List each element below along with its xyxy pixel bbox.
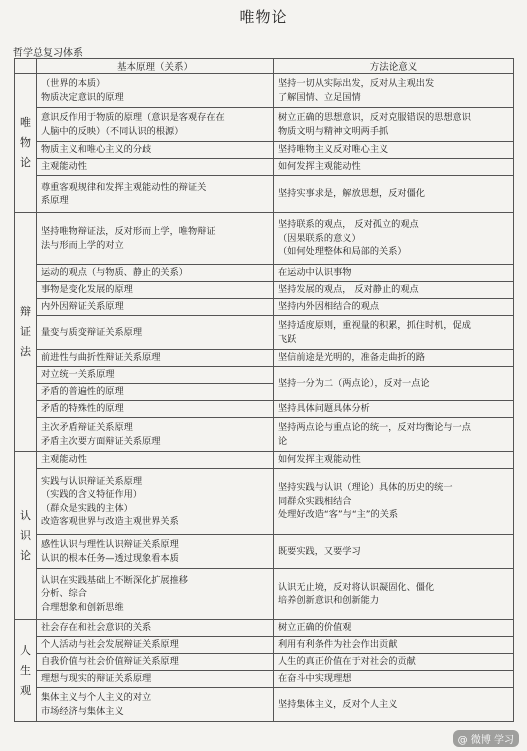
principle-cell: 前进性与曲折性辩证关系原理 — [37, 350, 274, 367]
method-cell: 树立正确的价值观 — [274, 620, 514, 637]
table-row — [15, 350, 514, 367]
principle-cell: 主次矛盾辩证关系原理 矛盾主次要方面辩证关系原理 — [37, 418, 274, 452]
method-cell: 坚持一分为二（两点论），反对一点论 — [274, 367, 514, 401]
principle-cell: 内外因辩证关系原理 — [37, 299, 274, 316]
principle-cell: 主观能动性 — [37, 452, 274, 469]
method-cell: 既要实践，又要学习 — [274, 535, 514, 569]
method-cell: 坚信前途是光明的，准备走曲折的路 — [274, 350, 514, 367]
principle-cell: 矛盾的特殊性的原理 — [37, 401, 274, 418]
principle-cell: 自我价值与社会价值辩证关系原理 — [37, 654, 274, 671]
principle-cell: 物质主义和唯心主义的分歧 — [37, 142, 274, 159]
table-row — [15, 637, 514, 654]
principle-cell: 感性认识与理性认识辩证关系原理 认识的根本任务—透过现象看本质 — [37, 535, 274, 569]
document-subtitle: 哲学总复习体系 — [13, 48, 83, 59]
table-header-row — [15, 59, 514, 74]
method-cell: 在运动中认识事物 — [274, 265, 514, 282]
method-cell: 坚持发展的观点， 反对静止的观点 — [274, 282, 514, 299]
method-cell: 利用有利条件为社会作出贡献 — [274, 637, 514, 654]
principle-cell: 认识在实践基础上不断深化扩展推移 分析、综合 合理想象和创新思维 — [37, 569, 274, 620]
table-row — [15, 176, 514, 213]
principle-cell: 量变与质变辩证关系原理 — [37, 316, 274, 350]
method-cell: 坚持适度原则，重视量的积累，抓住时机，促成 飞跃 — [274, 316, 514, 350]
table-row — [15, 671, 514, 688]
table-row — [15, 213, 514, 265]
principle-cell: 坚持唯物辩证法，反对形而上学，唯物辩证 法与形而上学的对立 — [37, 213, 274, 265]
principle-cell: 意识反作用于物质的原理（意识是客观存在在 人脑中的反映）（不同认识的根源） — [37, 108, 274, 142]
principle-cell: 事物是变化发展的原理 — [37, 282, 274, 299]
principle-cell: 实践与认识辩证关系原理 （实践的含义特征作用） （群众是实践的主体） 改造客观世界与改造主观世界关系 — [37, 469, 274, 535]
method-cell: 坚持两点论与重点论的统一，反对均衡论与一点 论 — [274, 418, 514, 452]
table-row — [15, 316, 514, 350]
method-cell: 坚持一切从实际出发，反对从主观出发 了解国情、立足国情 — [274, 74, 514, 108]
table-row — [15, 535, 514, 569]
method-cell: 在奋斗中实现理想 — [274, 671, 514, 688]
method-cell: 如何发挥主观能动性 — [274, 452, 514, 469]
method-cell: 认识无止境，反对将认识凝固化、僵化 培养创新意识和创新能力 — [274, 569, 514, 620]
principle-cell: 集体主义与个人主义的对立 市场经济与集体主义 — [37, 688, 274, 722]
principle-cell: 主观能动性 — [37, 159, 274, 176]
table-row — [15, 620, 514, 637]
method-cell: 坚持集体主义，反对个人主义 — [274, 688, 514, 722]
principle-cell: 运动的观点（与物质、静止的关系） — [37, 265, 274, 282]
table-row — [15, 108, 514, 142]
method-cell: 树立正确的思想意识，反对克服错误的思想意识 物质文明与精神文明两手抓 — [274, 108, 514, 142]
principle-cell: （世界的本质） 物质决定意识的原理 — [37, 74, 274, 108]
header-principle: 基本原理（关系） — [37, 59, 274, 74]
header-corner — [15, 59, 37, 74]
section-label-outlook-on-life: 人 生 观 — [15, 620, 37, 722]
principle-cell: 矛盾的普遍性的原理 — [37, 384, 274, 401]
page-title: 唯物论 — [239, 8, 288, 26]
table-row — [15, 569, 514, 620]
section-label-dialectics: 辩 证 法 — [15, 213, 37, 452]
method-cell: 坚持唯物主义反对唯心主义 — [274, 142, 514, 159]
principle-cell: 社会存在和社会意识的关系 — [37, 620, 274, 637]
table-row — [15, 401, 514, 418]
weibo-watermark: @ 微博 学习 — [453, 730, 519, 747]
table-row — [15, 654, 514, 671]
table-row — [15, 282, 514, 299]
table-row — [15, 688, 514, 722]
method-cell: 人生的真正价值在于对社会的贡献 — [274, 654, 514, 671]
table-row — [15, 74, 514, 108]
header-method: 方法论意义 — [274, 59, 514, 74]
table-row — [15, 367, 514, 384]
method-cell: 坚持实践与认识（理论）具体的历史的统一 同群众实践相结合 处理好改造“客”与“主”的关系 — [274, 469, 514, 535]
section-label-epistemology: 认 识 论 — [15, 452, 37, 620]
method-cell: 如何发挥主观能动性 — [274, 159, 514, 176]
table-row — [15, 452, 514, 469]
method-cell: 坚持实事求是，解放思想，反对僵化 — [274, 176, 514, 213]
section-label-materialism: 唯 物 论 — [15, 74, 37, 213]
principle-cell: 对立统一关系原理 — [37, 367, 274, 384]
table-row — [15, 299, 514, 316]
table-row — [15, 142, 514, 159]
principle-cell: 理想与现实的辩证关系原理 — [37, 671, 274, 688]
method-cell: 坚持内外因相结合的观点 — [274, 299, 514, 316]
table-row — [15, 469, 514, 535]
method-cell: 坚持具体问题具体分析 — [274, 401, 514, 418]
table-row — [15, 418, 514, 452]
principle-cell: 个人活动与社会发展辩证关系原理 — [37, 637, 274, 654]
method-cell: 坚持联系的观点， 反对孤立的观点 （因果联系的意义） （如何处理整体和局部的关系） — [274, 213, 514, 265]
principle-cell: 尊重客观规律和发挥主观能动性的辩证关 系原理 — [37, 176, 274, 213]
review-table — [14, 58, 514, 722]
table-row — [15, 265, 514, 282]
table-row — [15, 159, 514, 176]
